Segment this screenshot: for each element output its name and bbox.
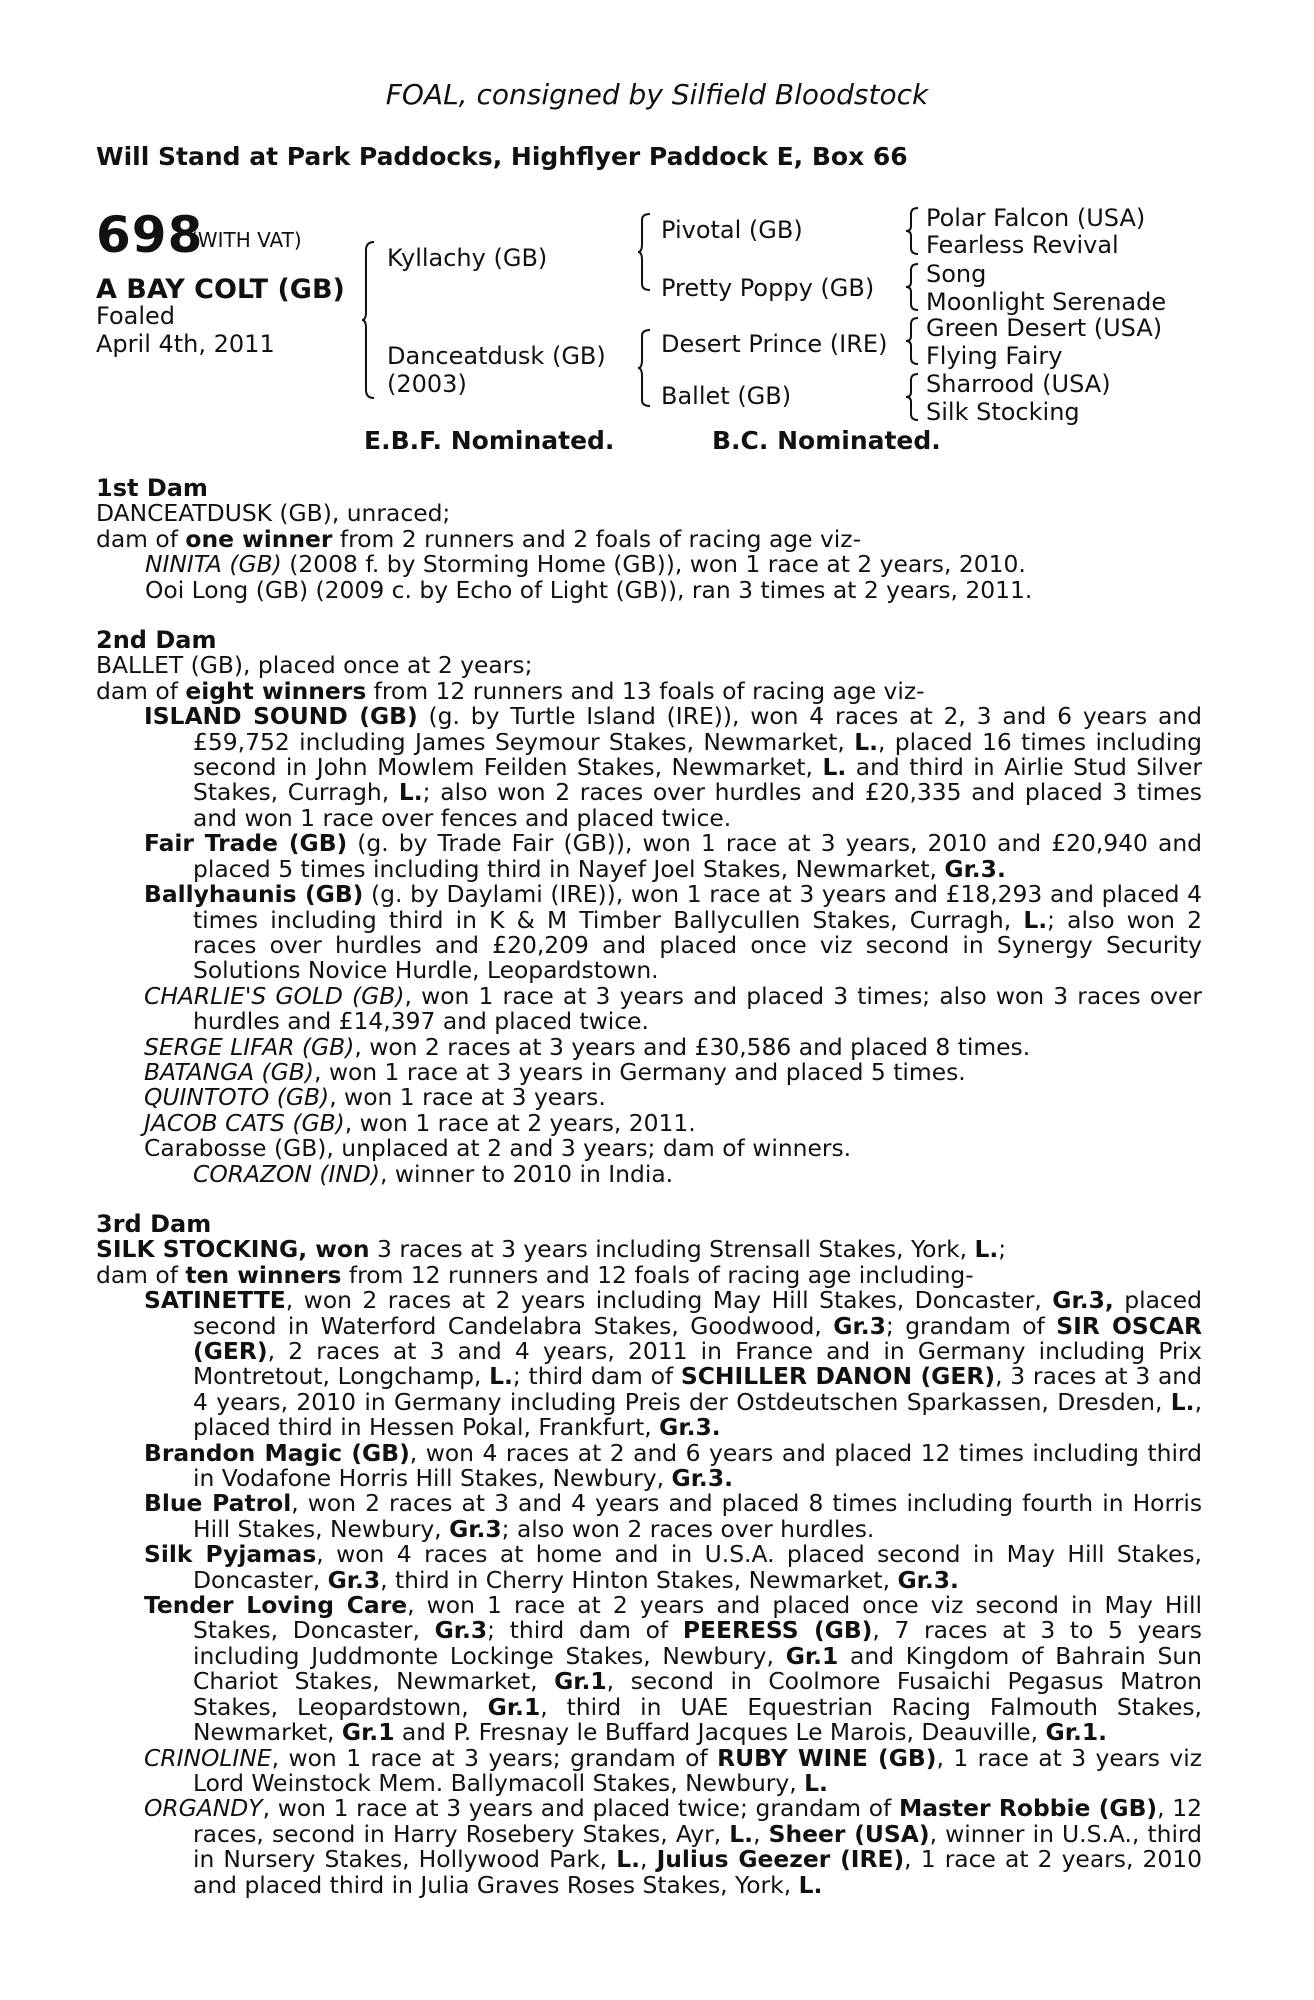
pedigree-brace-1: [362, 240, 376, 400]
sire: Kyllachy (GB): [387, 244, 548, 272]
pedigree-brace-3b: [906, 262, 920, 312]
produce-satinette: SATINETTE, won 2 races at 2 years including May Hill Stakes, Doncaster, Gr.3, placed second in Waterford Candelabra Stakes, Goodwood, Gr.3; grandam of SIR OSCAR (GER), 2 races at 3 and 4 years, 2011 in France and in Germany including Prix Montretout, Longchamp, L.; third dam of SCHILLER DANON (GER), 3 races at 3 and 4 years, 2010 in Germany including Preis der Ostdeutschen Sparkassen, Dresden, L., placed third in Hessen Pokal, Frankfurt, Gr.3.: [144, 1286, 1202, 1442]
ggp-5: Green Desert (USA): [926, 314, 1163, 342]
produce-ooi-long: Ooi Long (GB) (2009 c. by Echo of Light (GB)), ran 3 times at 2 years, 2011.: [145, 575, 1033, 604]
sire-sire: Pivotal (GB): [661, 216, 803, 244]
ggp-3: Song: [926, 260, 987, 288]
bc-nominated: B.C. Nominated.: [712, 426, 941, 455]
foaled-label: Foaled: [96, 302, 176, 330]
third-dam-produce-line: dam of ten winners from 12 runners and 12 foals of racing age including-: [96, 1260, 974, 1289]
third-dam-line: SILK STOCKING, won 3 races at 3 years including Strensall Stakes, York, L.;: [96, 1235, 1007, 1264]
produce-brandon-magic: Brandon Magic (GB), won 4 races at 2 and 6 years and placed 12 times including third in Vodafone Horris Hill Stakes, Newbury, Gr.3.: [144, 1438, 1202, 1493]
consignment-line: FOAL, consigned by Silfield Bloodstock: [385, 78, 929, 111]
produce-quintoto: QUINTOTO (GB), won 1 race at 3 years.: [144, 1083, 606, 1112]
third-dam-heading: 3rd Dam: [96, 1209, 212, 1238]
ggp-6: Flying Fairy: [926, 342, 1063, 370]
catalogue-body: [96, 476, 1202, 1898]
second-dam-line: BALLET (GB), placed once at 2 years;: [96, 651, 533, 680]
produce-serge-lifar: SERGE LIFAR (GB), won 2 races at 3 years and £30,586 and placed 8 times.: [144, 1032, 1031, 1061]
dam: Danceatdusk (GB): [387, 342, 606, 370]
pedigree-brace-3a: [906, 206, 920, 256]
first-dam-produce-line: dam of one winner from 2 runners and 2 foals of racing age viz-: [96, 524, 862, 553]
first-dam-heading: 1st Dam: [96, 474, 208, 502]
ebf-nominated: E.B.F. Nominated.: [364, 426, 615, 455]
second-dam-heading: 2nd Dam: [96, 626, 217, 655]
pedigree-brace-2a: [638, 212, 652, 292]
produce-ballyhaunis: Ballyhaunis (GB) (g. by Daylami (IRE)), won 1 race at 3 years and £18,293 and placed 4 times including third in K & M Timber Ballycullen Stakes, Curragh, L.; also won 2 races over hurdles and £20,209 and placed once viz second in Synergy Security Solutions Novice Hurdle, Leopardstown.: [144, 880, 1202, 985]
second-dam-produce-line: dam of eight winners from 12 runners and 13 foals of racing age viz-: [96, 676, 925, 705]
lot-number: 698: [96, 206, 204, 264]
stand-location: Will Stand at Park Paddocks, Highflyer Paddock E, Box 66: [96, 142, 908, 171]
ggp-8: Silk Stocking: [926, 398, 1080, 426]
pedigree-brace-3c: [906, 316, 920, 366]
vat-note: (WITH VAT): [190, 228, 302, 252]
lot-title: A BAY COLT (GB): [96, 274, 345, 305]
produce-jacob-cats: JACOB CATS (GB), won 1 race at 2 years, 2011.: [144, 1108, 696, 1137]
ggp-2: Fearless Revival: [926, 231, 1119, 259]
produce-carabosse: Carabosse (GB), unplaced at 2 and 3 years; dam of winners.: [144, 1134, 852, 1163]
dam-year: (2003): [387, 370, 467, 398]
sire-dam: Pretty Poppy (GB): [661, 274, 875, 302]
produce-corazon: CORAZON (IND), winner to 2010 in India.: [193, 1159, 674, 1188]
foaled-date: April 4th, 2011: [96, 330, 275, 358]
produce-ninita: NINITA (GB) (2008 f. by Storming Home (GB)), won 1 race at 2 years, 2010.: [145, 550, 1026, 579]
ggp-1: Polar Falcon (USA): [926, 204, 1146, 232]
dam-sire: Desert Prince (IRE): [661, 330, 888, 358]
ggp-7: Sharrood (USA): [926, 370, 1111, 398]
produce-organdy: ORGANDY, won 1 race at 3 years and placed twice; grandam of Master Robbie (GB), 12 races, second in Harry Rosebery Stakes, Ayr, L., Sheer (USA), winner in U.S.A., third in Nursery Stakes, Hollywood Park, L., Julius Geezer (IRE), 1 race at 2 years, 2010 and placed third in Julia Graves Roses Stakes, York, L.: [144, 1794, 1203, 1899]
foaled-info: [96, 302, 275, 358]
produce-batanga: BATANGA (GB), won 1 race at 3 years in Germany and placed 5 times.: [144, 1057, 966, 1086]
produce-charlies-gold: CHARLIE'S GOLD (GB), won 1 race at 3 years and placed 3 times; also won 3 races over hurdles and £14,397 and placed twice.: [144, 981, 1202, 1036]
produce-blue-patrol: Blue Patrol, won 2 races at 3 and 4 years and placed 8 times including fourth in Horris Hill Stakes, Newbury, Gr.3; also won 2 races over hurdles.: [144, 1489, 1203, 1543]
produce-island-sound: ISLAND SOUND (GB) (g. by Turtle Island (IRE)), won 4 races at 2, 3 and 6 years and £59,752 including James Seymour Stakes, Newmarket, L., placed 16 times including second in John Mowlem Feilden Stakes, Newmarket, L. and third in Airlie Stud Silver Stakes, Curragh, L.; also won 2 races over hurdles and £20,335 and placed 3 times and won 1 race over fences and placed twice.: [144, 702, 1202, 832]
ggp-4: Moonlight Serenade: [926, 288, 1167, 316]
pedigree-brace-2b: [638, 328, 652, 408]
first-dam-line: DANCEATDUSK (GB), unraced;: [96, 499, 451, 528]
produce-fair-trade: Fair Trade (GB) (g. by Trade Fair (GB)), won 1 race at 3 years, 2010 and £20,940 and placed 5 times including third in Nayef Joel Stakes, Newmarket, Gr.3.: [144, 829, 1202, 883]
produce-silk-pyjamas: Silk Pyjamas, won 4 races at home and in U.S.A. placed second in May Hill Stakes, Doncaster, Gr.3, third in Cherry Hinton Stakes, Newmarket, Gr.3.: [144, 1540, 1202, 1594]
pedigree-brace-3d: [906, 372, 920, 422]
produce-crinoline: CRINOLINE, won 1 race at 3 years; grandam of RUBY WINE (GB), 1 race at 3 years viz Lord Weinstock Mem. Ballymacoll Stakes, Newbury, L.: [144, 1743, 1202, 1797]
produce-tender-loving-care: Tender Loving Care, won 1 race at 2 years and placed once viz second in May Hill Stakes, Doncaster, Gr.3; third dam of PEERESS (GB), 7 races at 3 to 5 years including Juddmonte Lockinge Stakes, Newbury, Gr.1 and Kingdom of Bahrain Sun Chariot Stakes, Newmarket, Gr.1, second in Coolmore Fusaichi Pegasus Matron Stakes, Leopardstown, Gr.1, third in UAE Equestrian Racing Falmouth Stakes, Newmarket, Gr.1 and P. Fresnay le Buffard Jacques Le Marois, Deauville, Gr.1.: [144, 1591, 1203, 1747]
dam-dam: Ballet (GB): [661, 382, 792, 410]
